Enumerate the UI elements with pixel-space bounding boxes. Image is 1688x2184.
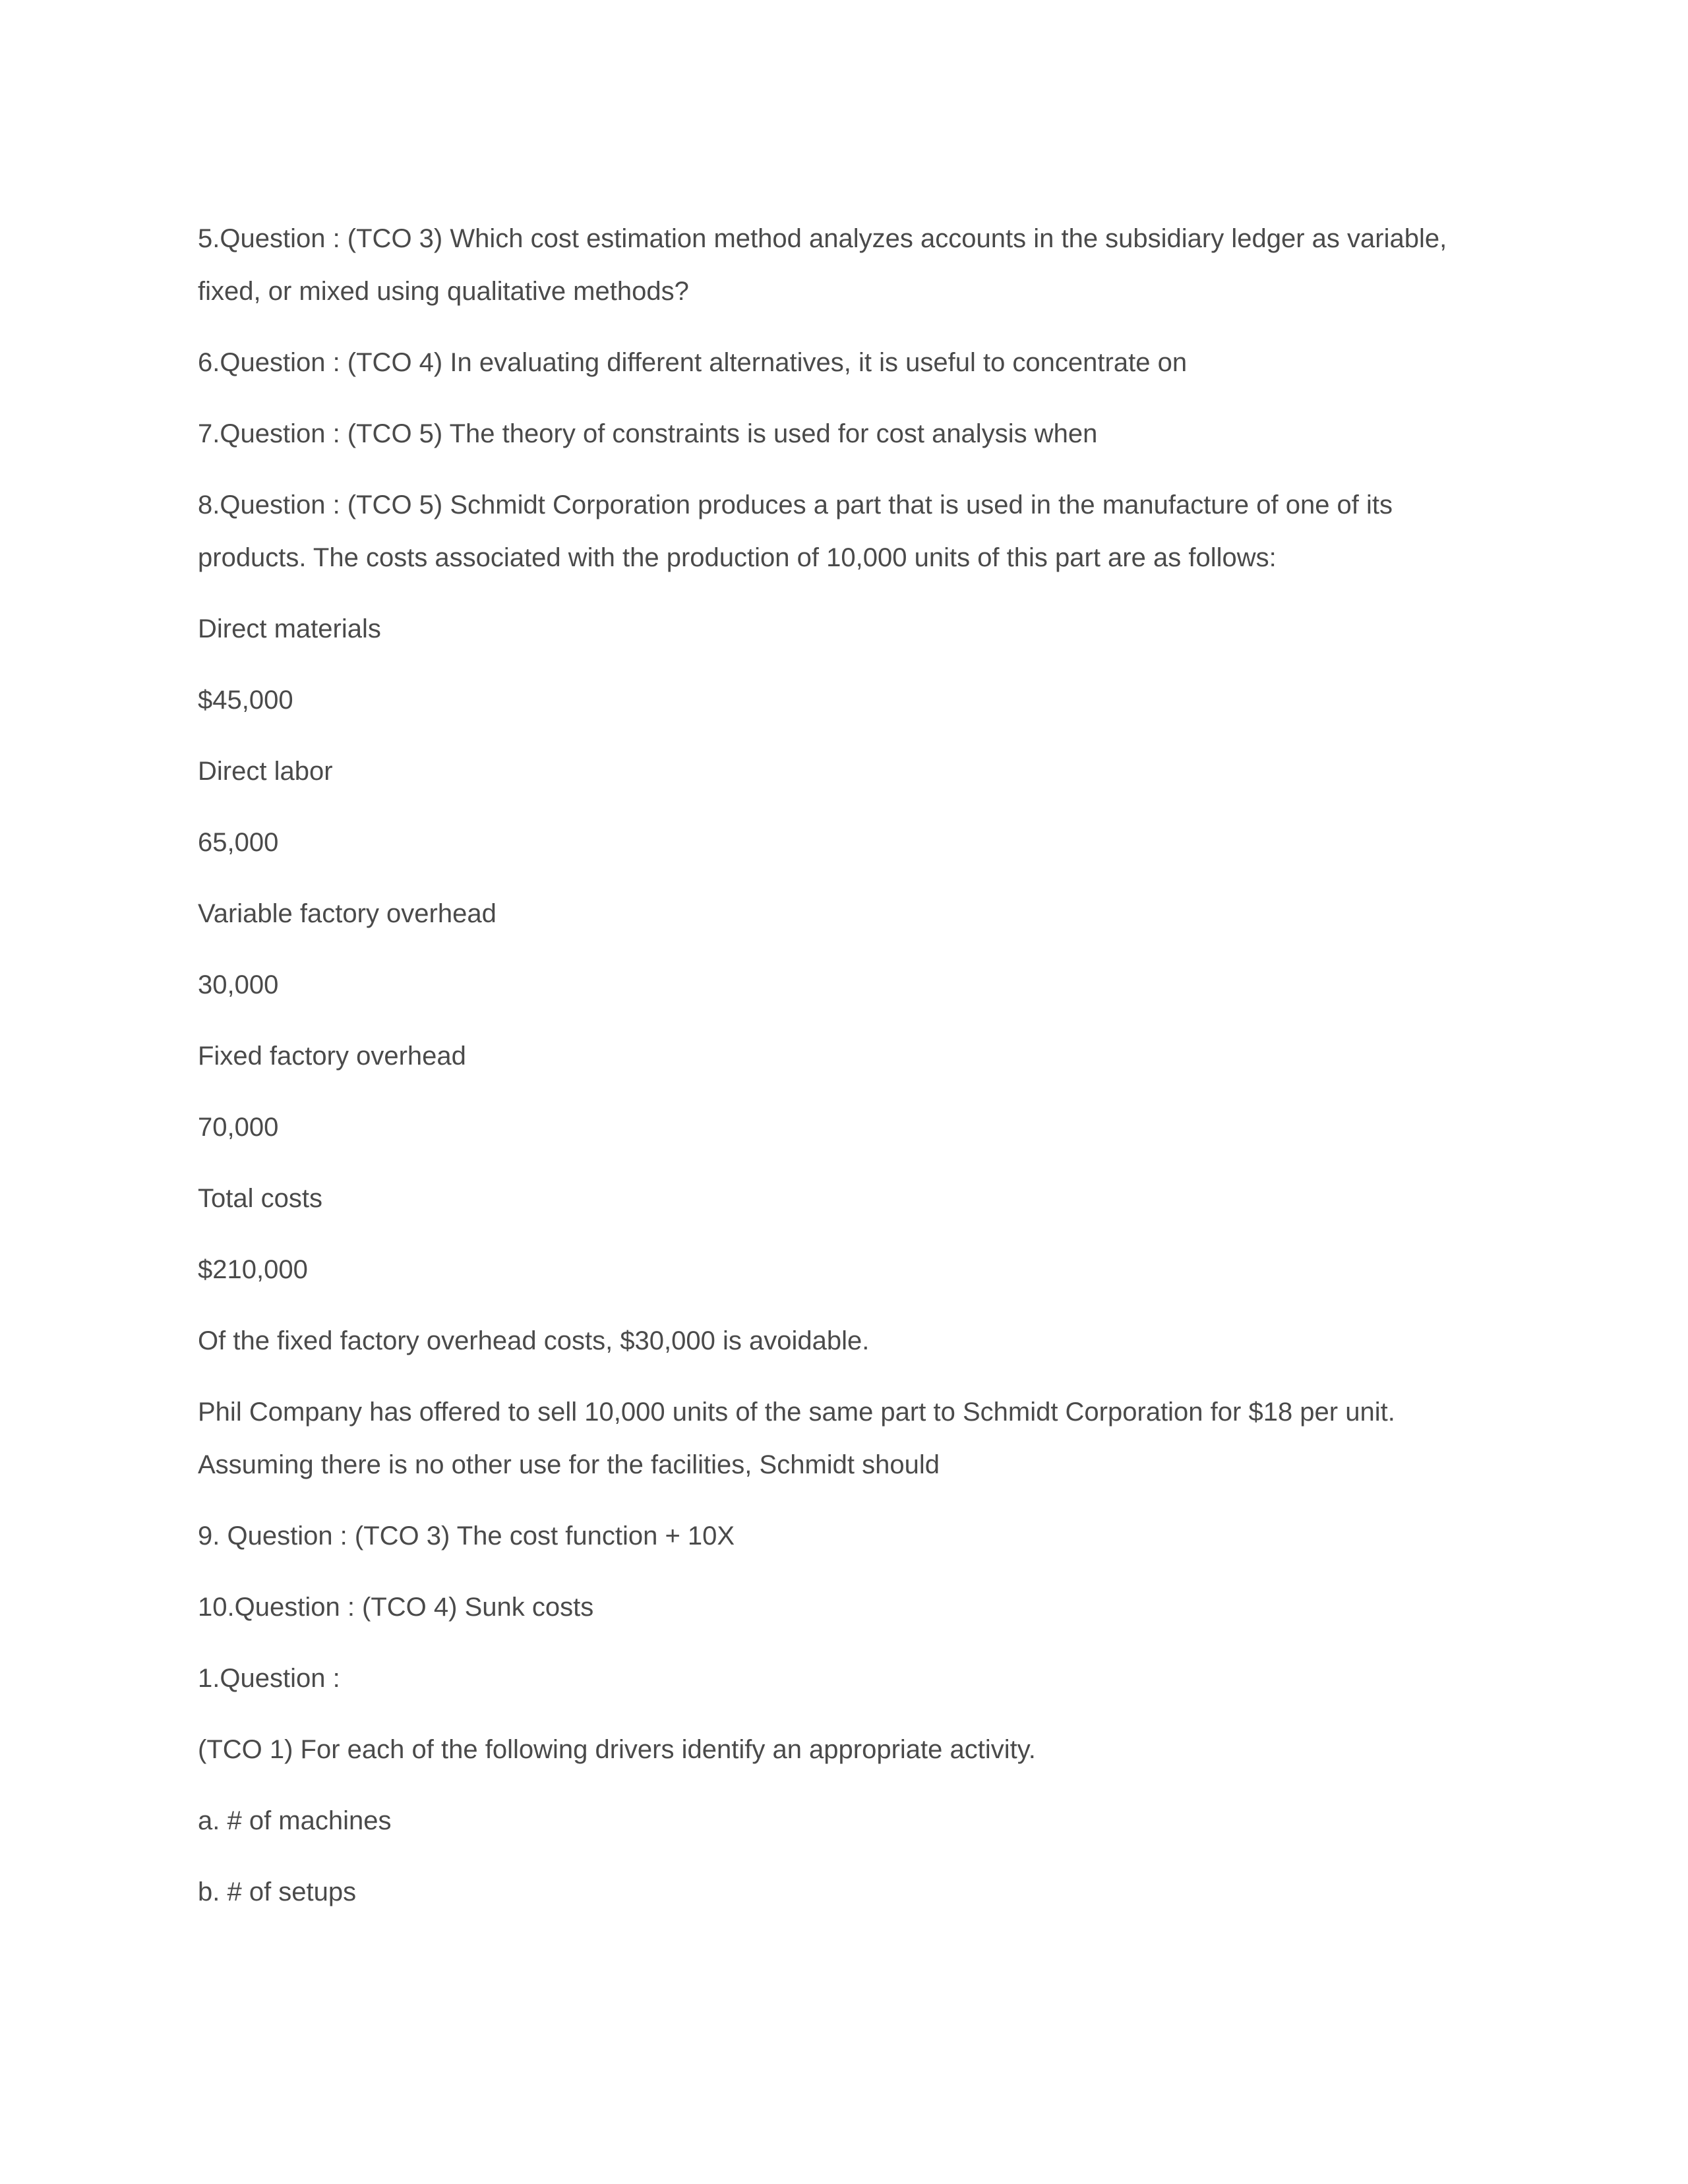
question-1-prompt: (TCO 1) For each of the following drivers identify an appropriate activity. xyxy=(198,1735,1036,1764)
question-9: 9. Question : (TCO 3) The cost function + 10X xyxy=(198,1521,735,1550)
driver-b: b. # of setups xyxy=(198,1877,357,1906)
question-10: 10.Question : (TCO 4) Sunk costs xyxy=(198,1593,594,1622)
cost-value-direct-materials: $45,000 xyxy=(198,686,293,715)
driver-a: a. # of machines xyxy=(198,1806,392,1835)
question-1-heading: 1.Question : xyxy=(198,1664,340,1693)
cost-label-total: Total costs xyxy=(198,1184,322,1213)
question-5: 5.Question : (TCO 3) Which cost estimation method analyzes accounts in the subsidiary ledger as variable, fixed, or mixed using qualitative methods? xyxy=(198,224,1447,306)
question-6: 6.Question : (TCO 4) In evaluating different alternatives, it is useful to concentrate on xyxy=(198,348,1188,377)
cost-label-fixed-overhead: Fixed factory overhead xyxy=(198,1042,466,1071)
cost-value-variable-overhead: 30,000 xyxy=(198,970,279,999)
avoidable-overhead-note: Of the fixed factory overhead costs, $30,000 is avoidable. xyxy=(198,1326,870,1355)
question-8: 8.Question : (TCO 5) Schmidt Corporation produces a part that is used in the manufacture of one of its products. The costs associated with the production of 10,000 units of this part are as follows: xyxy=(198,490,1393,572)
question-7: 7.Question : (TCO 5) The theory of constraints is used for cost analysis when xyxy=(198,419,1098,448)
cost-value-fixed-overhead: 70,000 xyxy=(198,1113,279,1142)
document-body xyxy=(198,212,1484,1937)
cost-label-variable-overhead: Variable factory overhead xyxy=(198,899,497,928)
cost-label-direct-labor: Direct labor xyxy=(198,757,333,786)
phil-company-offer: Phil Company has offered to sell 10,000 units of the same part to Schmidt Corporation for $18 per unit. Assuming there is no other use for the facilities, Schmidt should xyxy=(198,1398,1395,1479)
cost-label-direct-materials: Direct materials xyxy=(198,614,381,643)
cost-value-direct-labor: 65,000 xyxy=(198,828,279,857)
cost-value-total: $210,000 xyxy=(198,1255,308,1284)
